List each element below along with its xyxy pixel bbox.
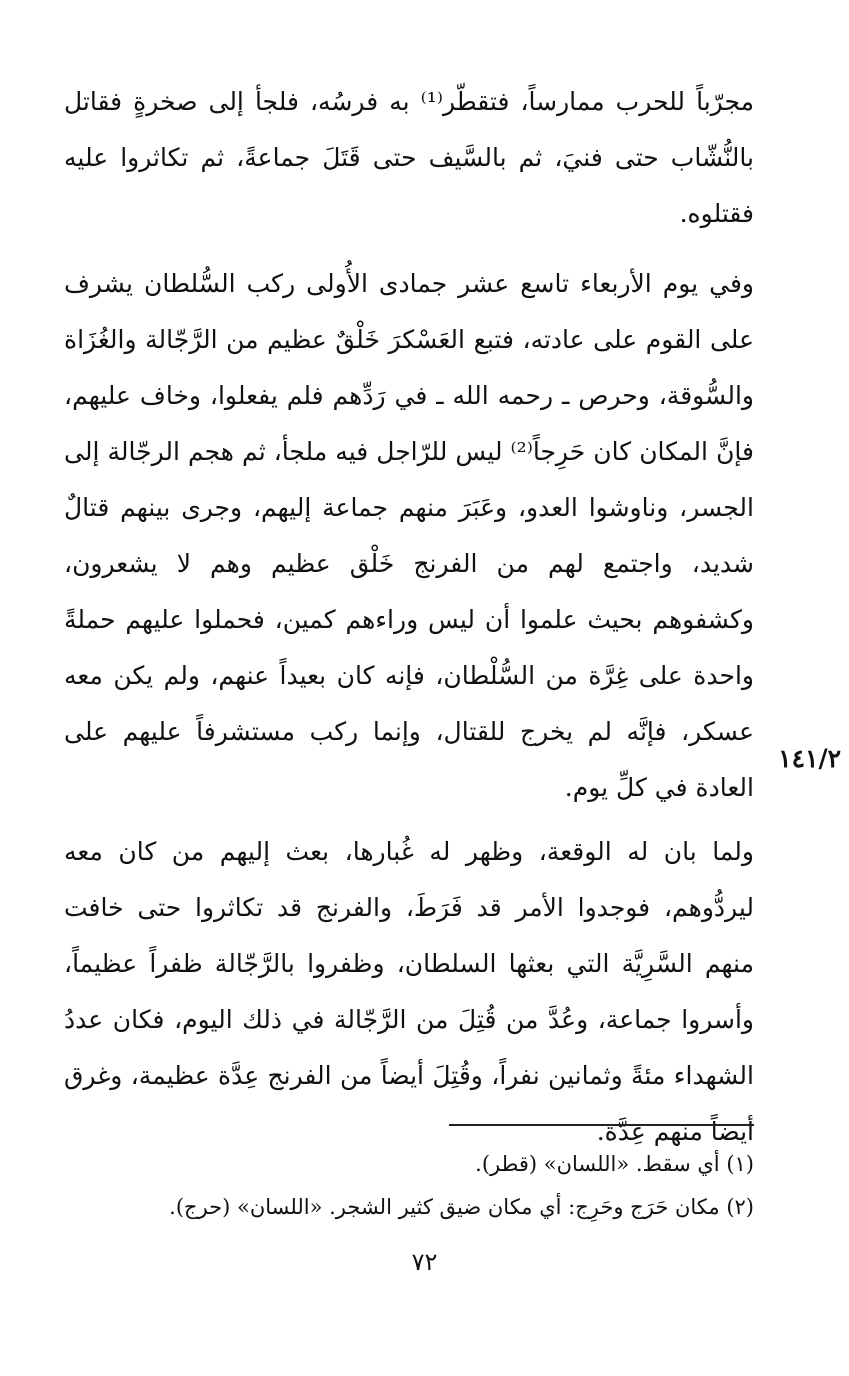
footnote: (٢) مكان حَرَج وحَرِج: أي مكان ضيق كثير الشجر. «اللسان» (حرج). (169, 1195, 754, 1219)
page-number: ٧٢ (411, 1248, 438, 1276)
body-paragraph: مجرّباً للحرب ممارساً، فتقطّر⁽¹⁾ به فرسُه، فلجأ إلى صخرةٍ فقاتل بالنُّشّاب حتى فنيَ، ثم بالسَّيف حتى قَتَلَ جماعةً، ثم تكاثروا عليه فقتلوه. (64, 87, 755, 228)
margin-page-reference: ١٤١/٢ (778, 744, 841, 773)
footnote: (١) أي سقط. «اللسان» (قطر). (475, 1152, 754, 1176)
footnote-separator (449, 1124, 754, 1126)
body-paragraph: ولما بان له الوقعة، وظهر له غُبارها، بعث إليهم من كان معه ليردُّوهم، فوجدوا الأمر قد فَرَطَ، والفرنج قد تكاثروا حتى خافت منهم السَّرِيَّة التي بعثها السلطان، وظفروا بالرَّجّالة ظفراً عظيماً، وأسروا جماعة، وعُدَّ من قُتِلَ من الرَّجّالة في ذلك اليوم، فكان عددُ الشهداء مئةً وثمانين نفراً، وقُتِلَ أيضاً من الفرنج عِدَّة عظيمة، وغرق أيضاً منهم عِدَّة. (64, 837, 754, 1146)
body-paragraph: وفي يوم الأربعاء تاسع عشر جمادى الأُولى ركب السُّلطان يشرف على القوم على عادته، فتبع العَسْكرَ خَلْقٌ عظيم من الرَّجّالة والغُزَاة والسُّوقة، وحرص ـ رحمه الله ـ في رَدِّهم فلم يفعلوا، وخاف عليهم، فإنَّ المكان كان حَرِجاً⁽²⁾ ليس للرّاجل فيه ملجأ، ثم هجم الرجّالة إلى الجسر، وناوشوا العدو، وعَبَرَ منهم جماعة إليهم، وجرى بينهم قتالٌ شديد، واجتمع لهم من الفرنج خَلْق عظيم وهم لا يشعرون، وكشفوهم بحيث علموا أن ليس وراءهم كمين، فحملوا عليهم حملةً واحدة على غِرَّة من السُّلْطان، فإنه كان بعيداً عنهم، ولم يكن معه عسكر، فإنَّه لم يخرج للقتال، وإنما ركب مستشرفاً عليهم على العادة في كلِّ يوم. (64, 269, 755, 802)
